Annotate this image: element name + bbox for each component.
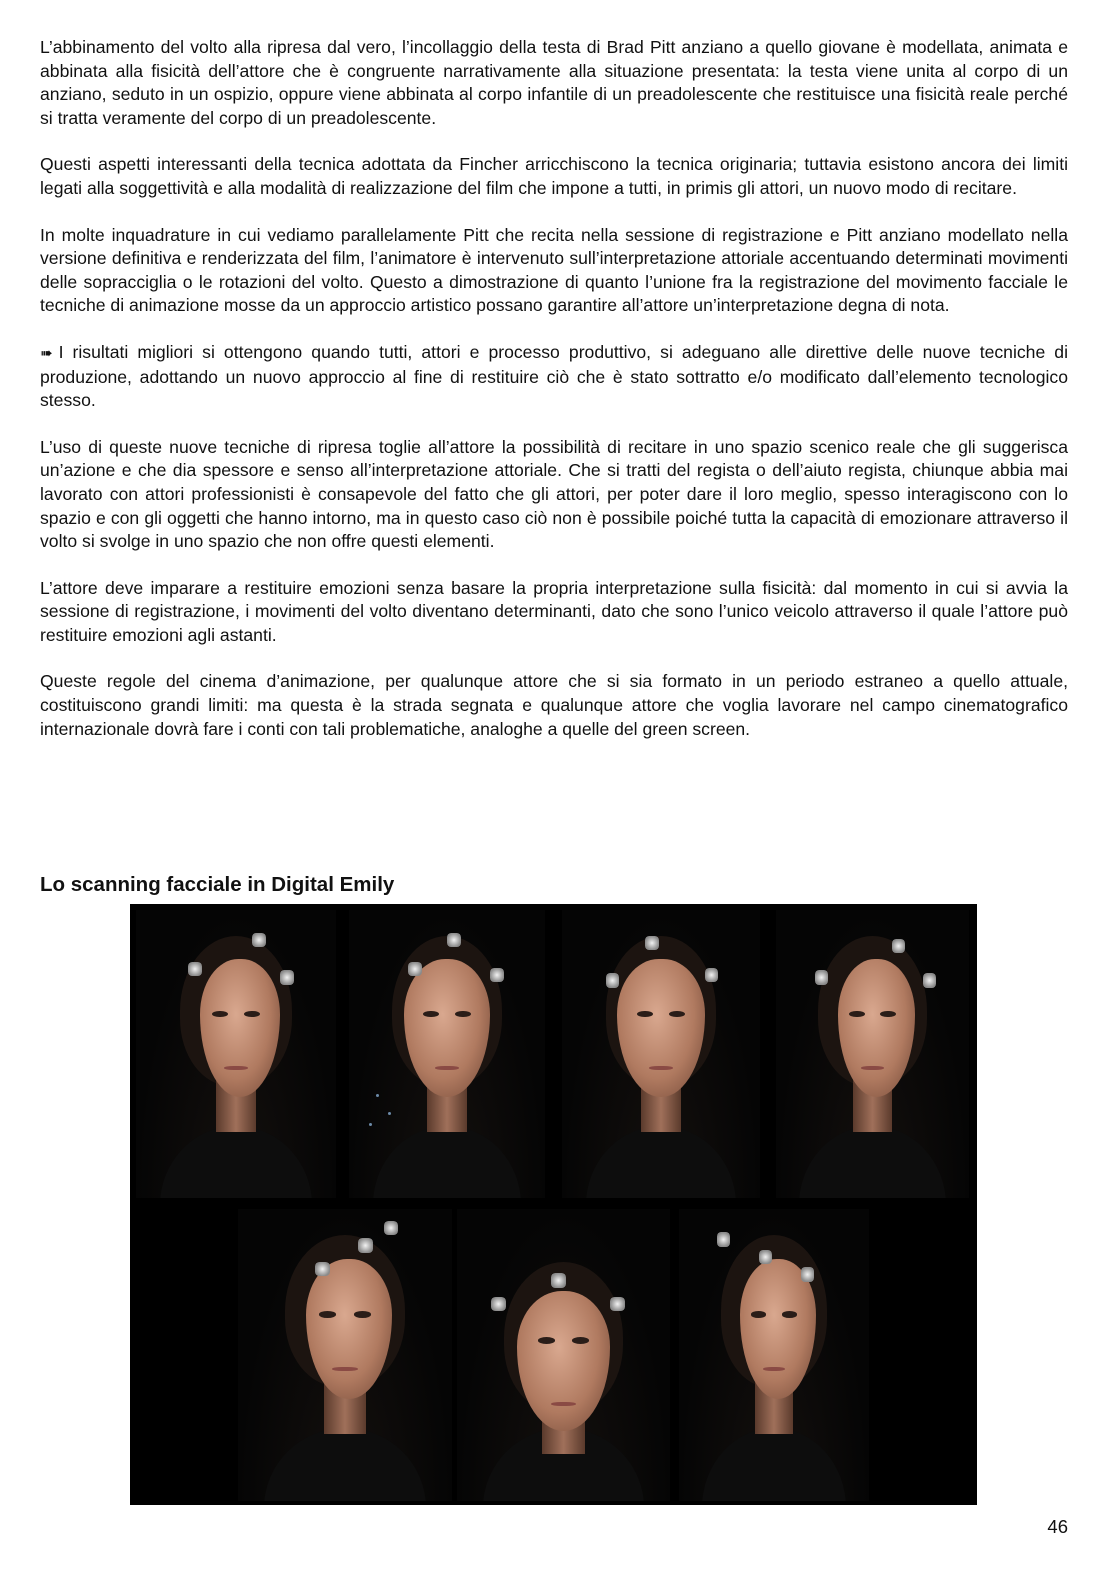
- paragraph-2: Questi aspetti interessanti della tecnica adottata da Fincher arricchiscono la tecnica originaria; tuttavia esistono ancora dei limiti legati alla soggettività e alla modalità di realizzazione del film che impone a tutti, in primis gli attori, un nuovo modo di recitare.: [40, 154, 1068, 198]
- face-photo-6: [457, 1209, 670, 1501]
- paragraph-4: [40, 341, 1068, 413]
- paragraph-4-text: I risultati migliori si ottengono quando tutti, attori e processo produttivo, si adeguano alle direttive delle nuove tecniche di produzione, adottando un nuovo approccio al fine di restituire ciò che è stato sottratto e/o modificato dall’elemento tecnologico stesso.: [40, 341, 1068, 411]
- face-photo-1: [136, 910, 336, 1198]
- face-photo-4: [776, 910, 969, 1198]
- arrow-icon: ➠: [40, 343, 53, 362]
- page-body: [40, 36, 1068, 764]
- paragraph-5: L’uso di queste nuove tecniche di ripresa toglie all’attore la possibilità di recitare in uno spazio scenico reale che gli suggerisca un’azione e che dia spessore e senso all’interpretazione attoriale. Che si tratti del regista o dell’aiuto regista, chiunque abbia mai lavorato con attori professionisti è consapevole del fatto che gli attori, per poter dare il loro meglio, spesso interagiscono con lo spazio e con gli oggetti che hanno intorno, ma in questo caso ciò non è possibile poiché tutta la capacità di emozionare attraverso il volto si svolge in uno spazio che non offre questi elementi.: [40, 436, 1068, 552]
- face-photo-3: [562, 910, 760, 1198]
- face-photo-2: [349, 910, 545, 1198]
- section-heading: Lo scanning facciale in Digital Emily: [40, 873, 395, 896]
- paragraph-1: L’abbinamento del volto alla ripresa dal vero, l’incollaggio della testa di Brad Pitt anziano a quello giovane è modellata, animata e abbinata alla fisicità dell’attore che è congruente narrativamente alla situazione presentata: la testa viene unita al corpo di un anziano, seduto in un ospizio, oppure viene abbinata al corpo infantile di un preadolescente che restituisce una fisicità reale perché si tratta veramente del corpo di un preadolescente.: [40, 37, 1068, 128]
- paragraph-7: Queste regole del cinema d’animazione, per qualunque attore che si sia formato in un periodo estraneo a quello attuale, costituiscono grandi limiti: ma questa è la strada segnata e qualunque attore che voglia lavorare nel campo cinematografico internazionale dovrà fare i conti con tali problematiche, analoghe a quelle del green screen.: [40, 671, 1068, 739]
- face-photo-7: [679, 1209, 869, 1501]
- face-photo-5: [238, 1209, 452, 1501]
- paragraph-3: In molte inquadrature in cui vediamo parallelamente Pitt che recita nella sessione di registrazione e Pitt anziano modellato nella versione definitiva e renderizzata del film, l’animatore è intervenuto sull’interpretazione attoriale accentuando determinati movimenti delle sopracciglia o le rotazioni del volto. Questo a dimostrazione di quanto l’unione fra la registrazione del movimento facciale le tecniche di animazione mosse da un approccio artistico possano garantire all’attore un’interpretazione degna di nota.: [40, 224, 1068, 316]
- face-scan-figure: [130, 904, 977, 1505]
- paragraph-6: L’attore deve imparare a restituire emozioni senza basare la propria interpretazione sulla fisicità: dal momento in cui si avvia la sessione di registrazione, i movimenti del volto diventano determinanti, dato che sono l’unico veicolo attraverso il quale l’attore può restituire emozioni agli astanti.: [40, 577, 1068, 645]
- page-number: 46: [1047, 1516, 1068, 1537]
